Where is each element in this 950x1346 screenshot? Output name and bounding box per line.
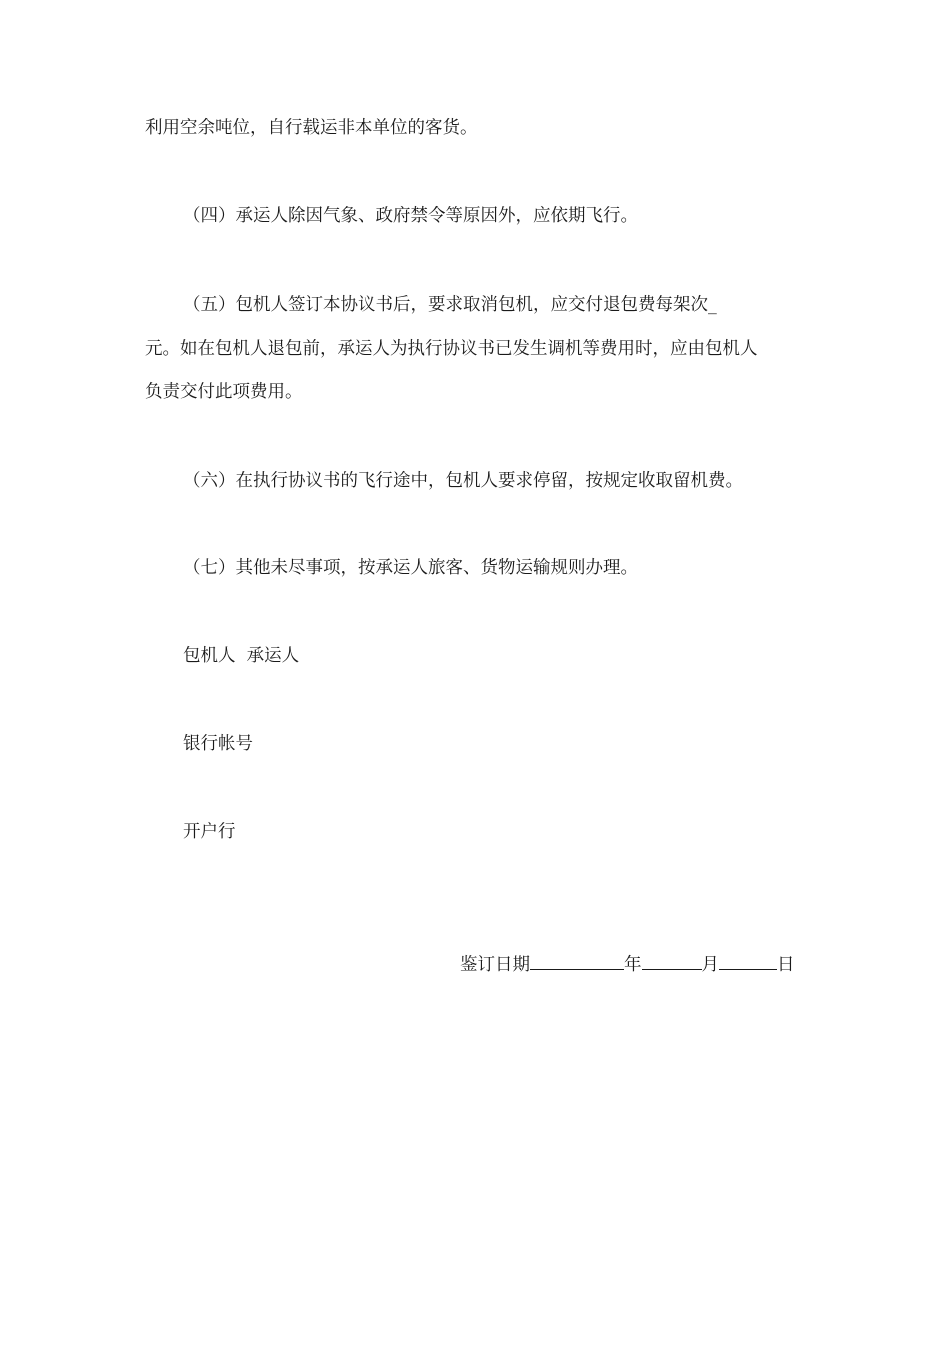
clause-seven: （七）其他未尽事项，按承运人旅客、货物运输规则办理。 [183,558,638,578]
clause-five-line-3: 负责交付此项费用。 [145,382,303,402]
signature-parties: 包机人 承运人 [183,646,300,666]
day-blank [719,951,777,970]
clause-six: （六）在执行协议书的飞行途中，包机人要求停留，按规定收取留机费。 [183,471,743,491]
signing-date-line [460,951,795,977]
year-label: 年 [624,955,642,975]
month-blank [642,951,702,970]
year-blank [530,951,624,970]
day-label: 日 [777,955,795,975]
paragraph-continuation: 利用空余吨位，自行载运非本单位的客货。 [145,118,478,138]
month-label: 月 [701,955,719,975]
clause-five-line-2: 元。如在包机人退包前，承运人为执行协议书已发生调机等费用时，应由包机人 [145,339,758,359]
clause-four: （四）承运人除因气象、政府禁令等原因外，应依期飞行。 [183,206,638,226]
signing-date-label: 鉴订日期 [460,955,530,975]
clause-five-line-1: （五）包机人签订本协议书后，要求取消包机，应交付退包费每架次_ [183,295,717,315]
bank-account-label: 银行帐号 [183,734,253,754]
bank-branch-label: 开户行 [183,822,236,842]
